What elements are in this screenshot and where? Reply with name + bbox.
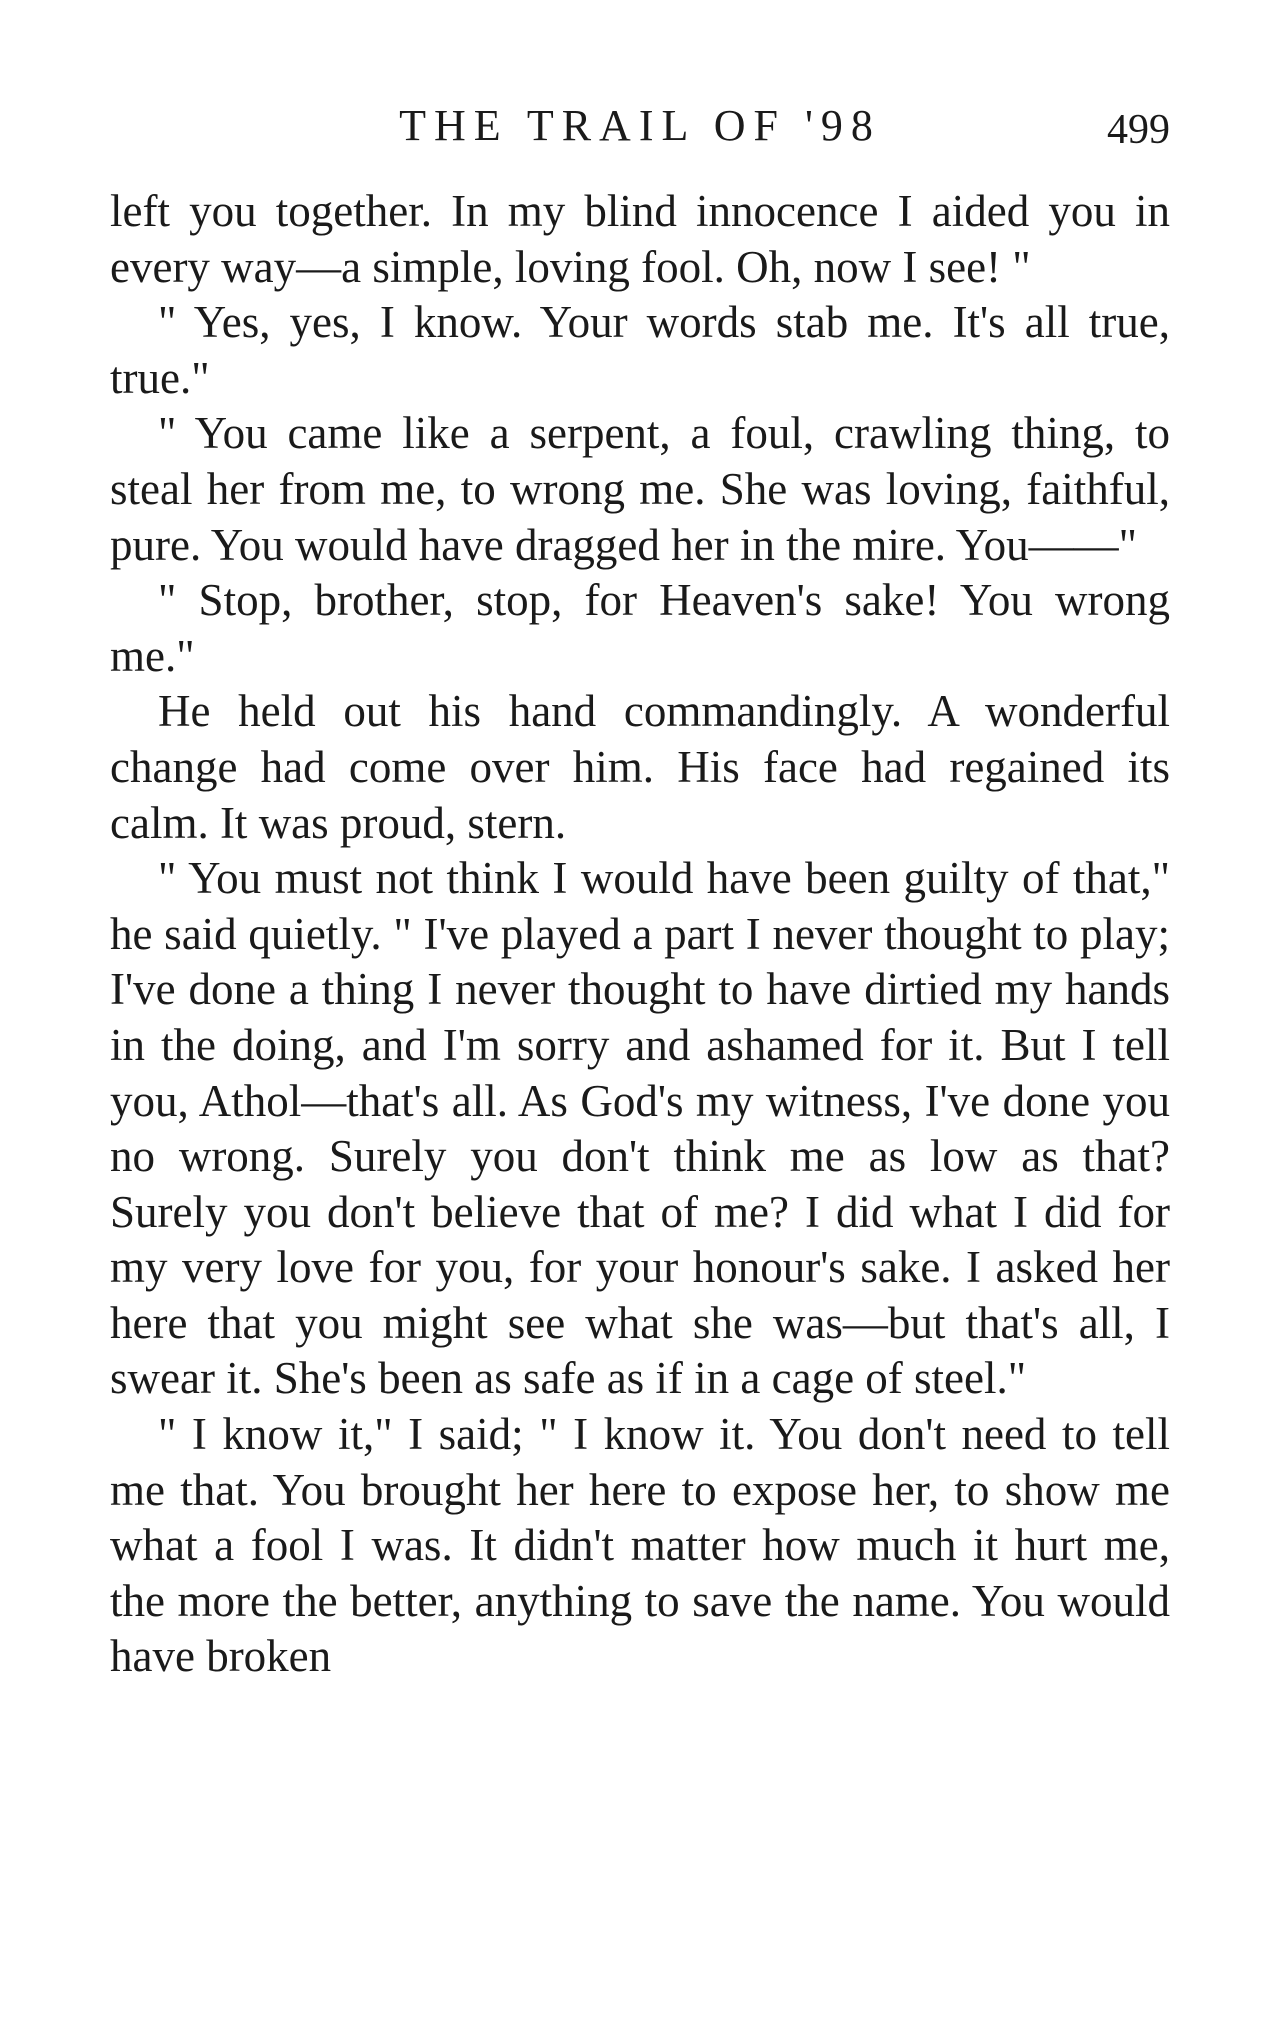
paragraph: " You came like a serpent, a foul, crawling thing, to steal her from me, to wrong me. She was loving, faithful, pure. You would have dragged her in the mire. You——" xyxy=(110,408,1170,570)
paragraph: left you together. In my blind innocence I aided you in every way—a simple, loving fool. Oh, now I see! " xyxy=(110,186,1170,292)
book-page xyxy=(110,96,1170,1685)
running-title: THE TRAIL OF '98 xyxy=(399,101,881,150)
page-number: 499 xyxy=(1107,107,1170,153)
paragraph: He held out his hand commandingly. A wonderful change had come over him. His face had regained its calm. It was proud, stern. xyxy=(110,686,1170,848)
paragraph: " Yes, yes, I know. Your words stab me. It's all true, true." xyxy=(110,297,1170,403)
paragraph: " You must not think I would have been guilty of that," he said quietly. " I've played a part I never thought to play; I've done a thing I never thought to have dirtied my hands in the doing, and I'm sorry and ashamed for it. But I tell you, Athol—that's all. As God's my witness, I've done you no wrong. Surely you don't think me as low as that? Surely you don't believe that of me? I did what I did for my very love for you, for your honour's sake. I asked her here that you might see what she was—but that's all, I swear it. She's been as safe as if in a cage of steel." xyxy=(110,853,1170,1404)
paragraph: " Stop, brother, stop, for Heaven's sake! You wrong me." xyxy=(110,575,1170,681)
running-head xyxy=(110,96,1170,156)
body-text xyxy=(110,184,1170,1685)
paragraph: " I know it," I said; " I know it. You don't need to tell me that. You brought her here to expose her, to show me what a fool I was. It didn't matter how much it hurt me, the more the better, anything to save the name. You would have broken xyxy=(110,1409,1170,1682)
